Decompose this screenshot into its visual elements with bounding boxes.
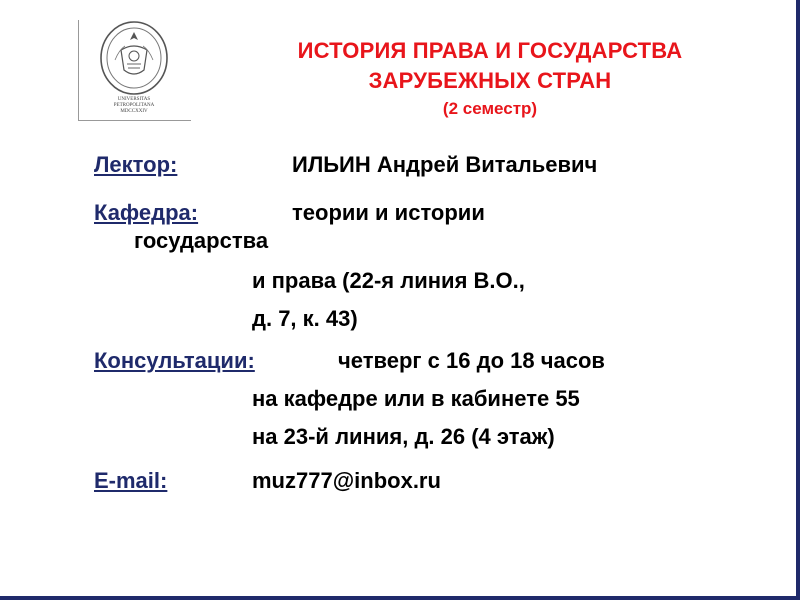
title-line-1: ИСТОРИЯ ПРАВА И ГОСУДАРСТВА	[297, 38, 683, 63]
email-row	[94, 468, 167, 494]
consultations-line-1: четверг с 16 до 18 часов	[338, 348, 605, 373]
logo-caption-2: PETROPOLITANA	[113, 103, 155, 108]
department-line-4: д. 7, к. 43)	[252, 306, 358, 331]
consultations-line-3: на 23-й линия, д. 26 (4 этаж)	[252, 424, 555, 449]
consultations-row	[94, 348, 255, 374]
consultations-line-2: на кафедре или в кабинете 55	[252, 386, 580, 411]
slide-title	[210, 36, 770, 122]
email-value[interactable]: muz777@inbox.ru	[252, 468, 441, 493]
semester-subtitle: (2 семестр)	[442, 99, 538, 118]
consultations-label: Консультации:	[94, 348, 255, 373]
university-logo	[78, 20, 191, 121]
logo-caption-1: UNIVERSITAS	[117, 97, 151, 102]
department-line-1: теории и истории	[292, 200, 485, 225]
department-label: Кафедра:	[94, 200, 199, 225]
department-row	[94, 200, 198, 226]
department-line-2: государства	[134, 228, 269, 253]
logo-caption-3: MDCCXXIV	[120, 109, 148, 114]
lecturer-row	[94, 152, 177, 178]
department-line-3: и права (22-я линия В.О.,	[252, 268, 525, 293]
university-seal-icon	[97, 20, 171, 116]
lecturer-label: Лектор:	[94, 152, 178, 177]
email-label: E-mail:	[94, 468, 168, 493]
title-line-2: ЗАРУБЕЖНЫХ СТРАН	[368, 68, 612, 93]
lecturer-value: ИЛЬИН Андрей Витальевич	[292, 152, 598, 177]
